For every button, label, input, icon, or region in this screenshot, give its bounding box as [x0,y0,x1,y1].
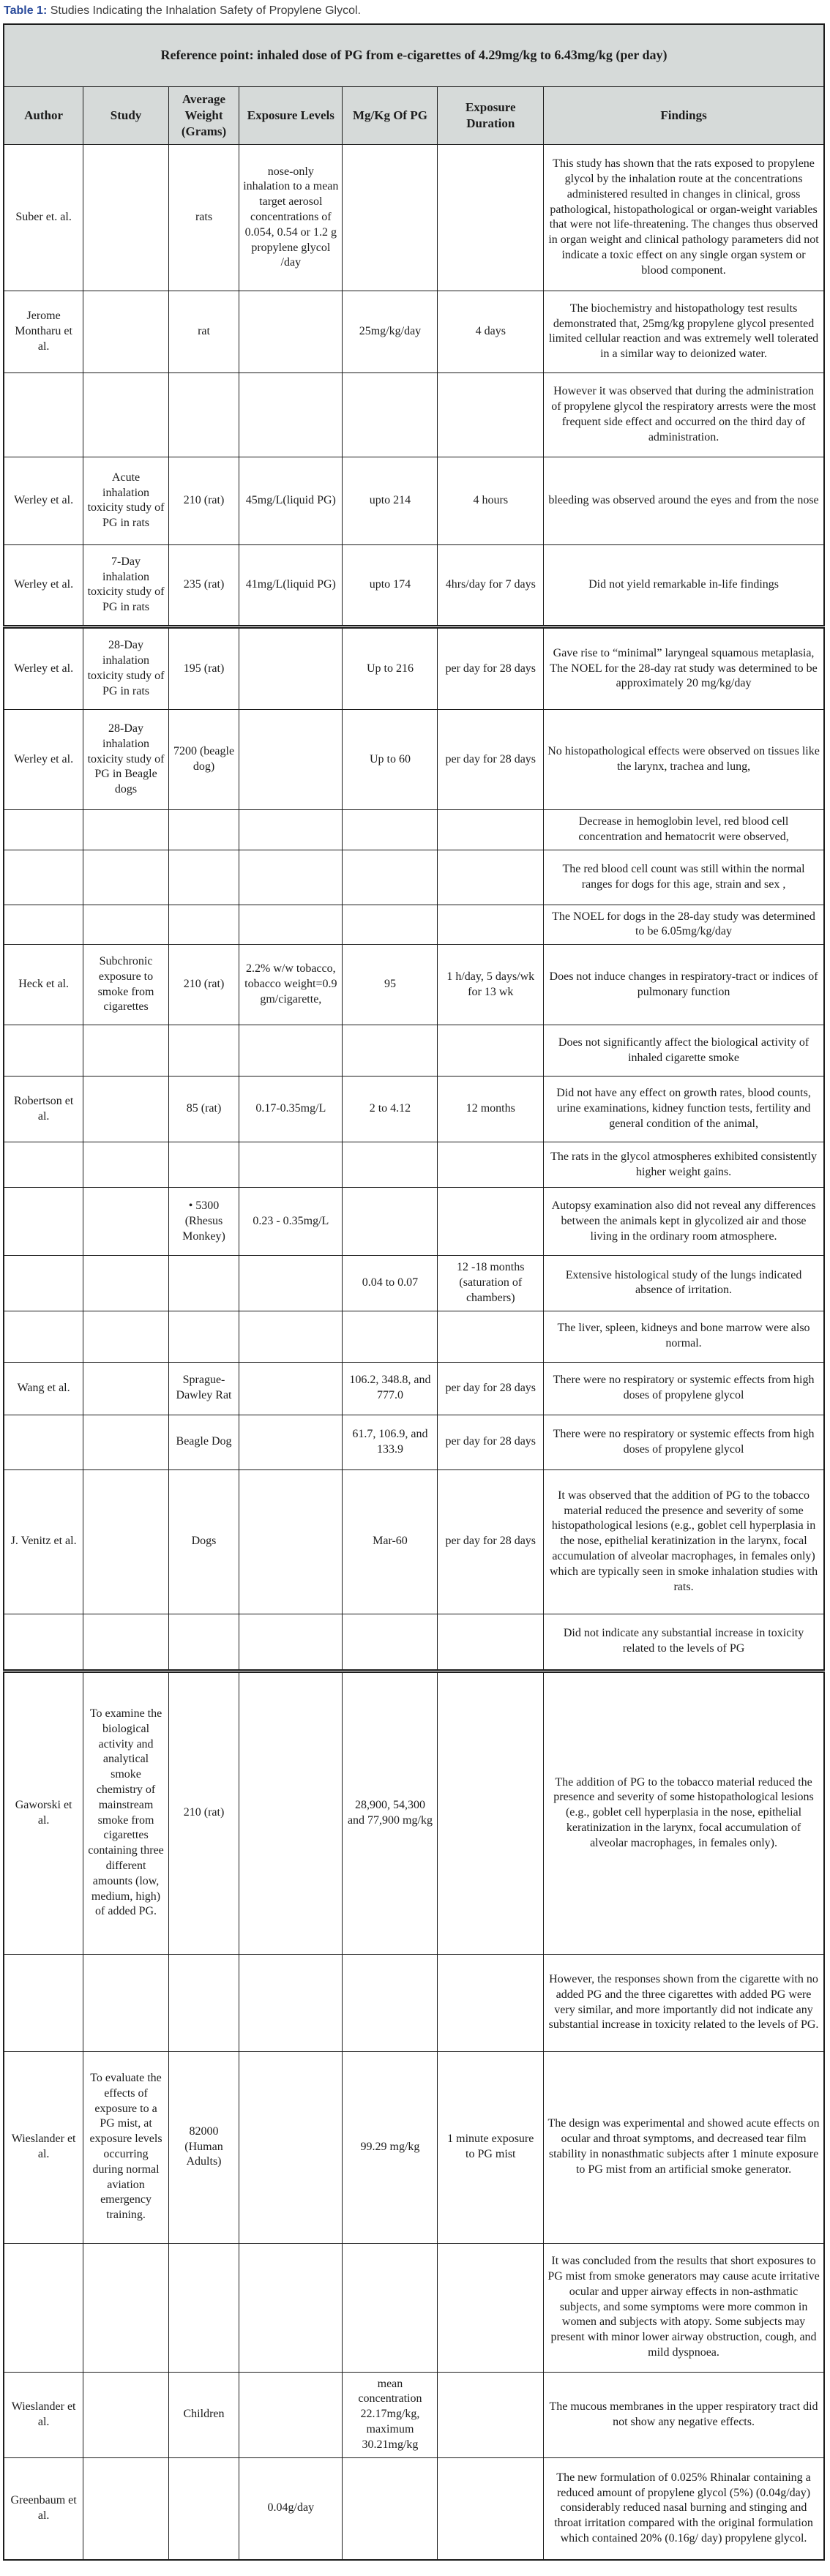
cell-study: To examine the biological activity and analytical smoke chemistry of mainstream smoke from cigarettes containing three different amounts (low, medium, high) of added PG. [83,1671,169,1954]
cell-mg-kg-of-pg [343,1142,438,1188]
cell-exposure-duration [438,905,544,945]
cell-mg-kg-of-pg: Up to 216 [343,626,438,709]
cell-study [83,2243,169,2372]
table-row [4,850,824,905]
table-row [4,1025,824,1077]
cell-exposure-levels [239,1025,343,1077]
cell-weight: Beagle Dog [168,1415,239,1469]
cell-weight: Children [168,2372,239,2457]
cell-weight: rats [168,144,239,291]
cell-exposure-levels: nose-only inhalation to a mean target aerosol concentrations of 0.054, 0.54 or 1.2 g propylene glycol /day [239,144,343,291]
column-header-exposure-duration: Exposure Duration [438,86,544,144]
cell-exposure-duration: 1 h/day, 5 days/wk for 13 wk [438,945,544,1025]
column-header-exposure-levels: Exposure Levels [239,86,343,144]
cell-study: 7-Day inhalation toxicity study of PG in rats [83,544,169,626]
cell-author [4,809,83,850]
cell-weight [168,850,239,905]
table-row [4,1188,824,1256]
cell-exposure-duration [438,1188,544,1256]
cell-study [83,1954,169,2051]
cell-author: Werley et al. [4,626,83,709]
cell-exposure-levels: 45mg/L(liquid PG) [239,457,343,544]
cell-mg-kg-of-pg: Up to 60 [343,709,438,809]
cell-author: Wang et al. [4,1362,83,1415]
cell-exposure-levels: 41mg/L(liquid PG) [239,544,343,626]
table-row [4,1415,824,1469]
cell-exposure-levels [239,850,343,905]
cell-weight [168,2243,239,2372]
cell-mg-kg-of-pg: 95 [343,945,438,1025]
cell-weight: 195 (rat) [168,626,239,709]
cell-mg-kg-of-pg [343,905,438,945]
cell-author: Werley et al. [4,709,83,809]
cell-mg-kg-of-pg: 61.7, 106.9, and 133.9 [343,1415,438,1469]
cell-author [4,1614,83,1671]
cell-mg-kg-of-pg: 106.2, 348.8, and 777.0 [343,1362,438,1415]
cell-author: Jerome Montharu et al. [4,291,83,372]
cell-findings: Did not have any effect on growth rates, blood counts, urine examinations, kidney function tests, fertility and general condition of the animal, [544,1077,824,1142]
cell-study [83,905,169,945]
cell-mg-kg-of-pg [343,2457,438,2560]
cell-findings: However, the responses shown from the cigarette with no added PG and the three cigarettes with added PG were very similar, and more importantly did not indicate any substantial increase in toxicity related to the levels of PG. [544,1954,824,2051]
cell-study [83,372,169,457]
cell-weight: • 5300 (Rhesus Monkey) [168,1188,239,1256]
cell-exposure-levels [239,709,343,809]
cell-exposure-levels [239,1614,343,1671]
cell-exposure-levels: 0.17-0.35mg/L [239,1077,343,1142]
table-row [4,1077,824,1142]
cell-findings: The biochemistry and histopathology test results demonstrated that, 25mg/kg propylene glycol presented limited cellular reaction and was extremely well tolerated in a similar way to deionized water. [544,291,824,372]
table-row [4,1614,824,1671]
cell-study: 28-Day inhalation toxicity study of PG in Beagle dogs [83,709,169,809]
cell-exposure-duration: per day for 28 days [438,1415,544,1469]
cell-weight [168,1311,239,1362]
cell-study: Subchronic exposure to smoke from cigarettes [83,945,169,1025]
cell-exposure-levels [239,1362,343,1415]
cell-exposure-levels [239,2051,343,2243]
cell-author [4,1415,83,1469]
cell-study: 28-Day inhalation toxicity study of PG in rats [83,626,169,709]
cell-exposure-duration: per day for 28 days [438,1362,544,1415]
cell-exposure-duration: per day for 28 days [438,709,544,809]
cell-study: Acute inhalation toxicity study of PG in rats [83,457,169,544]
column-header-study: Study [83,86,169,144]
table-row [4,809,824,850]
cell-exposure-levels [239,1415,343,1469]
cell-exposure-duration [438,372,544,457]
cell-author [4,850,83,905]
table-row [4,1256,824,1311]
cell-exposure-duration [438,2243,544,2372]
table-row [4,905,824,945]
cell-study [83,2372,169,2457]
cell-mg-kg-of-pg: upto 174 [343,544,438,626]
cell-exposure-duration: 4hrs/day for 7 days [438,544,544,626]
cell-exposure-duration [438,1614,544,1671]
cell-mg-kg-of-pg [343,372,438,457]
column-header-mg-kg-of-pg: Mg/Kg Of PG [343,86,438,144]
table-row [4,144,824,291]
cell-exposure-duration: per day for 28 days [438,1469,544,1614]
cell-mg-kg-of-pg: 99.29 mg/kg [343,2051,438,2243]
cell-author: Heck et al. [4,945,83,1025]
table-caption-text: Studies Indicating the Inhalation Safety of Propylene Glycol. [47,4,361,17]
cell-exposure-levels [239,291,343,372]
cell-author: Werley et al. [4,544,83,626]
cell-weight [168,809,239,850]
column-header-findings: Findings [544,86,824,144]
cell-mg-kg-of-pg [343,1025,438,1077]
pg-inhalation-safety-table [3,23,825,2561]
cell-study [83,1311,169,1362]
cell-exposure-levels [239,1256,343,1311]
cell-author [4,1311,83,1362]
cell-findings: Extensive histological study of the lungs indicated absence of irritation. [544,1256,824,1311]
cell-exposure-levels [239,1142,343,1188]
cell-exposure-duration: 4 hours [438,457,544,544]
table-row [4,2372,824,2457]
cell-findings: The red blood cell count was still within the normal ranges for dogs for this age, strain and sex , [544,850,824,905]
cell-weight: 210 (rat) [168,457,239,544]
table-row [4,709,824,809]
cell-weight [168,1142,239,1188]
cell-author: Gaworski et al. [4,1671,83,1954]
cell-exposure-levels [239,372,343,457]
cell-author: Werley et al. [4,457,83,544]
table-caption [3,2,826,23]
cell-findings: The design was experimental and showed acute effects on ocular and throat symptoms, and decreased tear film stability in nonasthmatic subjects after 1 minute exposure to PG mist from an artificial smoke generator. [544,2051,824,2243]
cell-mg-kg-of-pg: 0.04 to 0.07 [343,1256,438,1311]
cell-exposure-duration: per day for 28 days [438,626,544,709]
cell-exposure-levels [239,1311,343,1362]
table-row [4,1142,824,1188]
cell-exposure-levels [239,2243,343,2372]
cell-study [83,1256,169,1311]
table-row [4,945,824,1025]
cell-findings: Does not induce changes in respiratory-tract or indices of pulmonary function [544,945,824,1025]
cell-findings: The NOEL for dogs in the 28-day study was determined to be 6.05mg/kg/day [544,905,824,945]
cell-study [83,1469,169,1614]
cell-mg-kg-of-pg [343,1311,438,1362]
cell-exposure-duration [438,850,544,905]
cell-weight: 85 (rat) [168,1077,239,1142]
cell-exposure-levels [239,809,343,850]
cell-weight: Sprague-Dawley Rat [168,1362,239,1415]
cell-author [4,1256,83,1311]
cell-exposure-duration [438,2457,544,2560]
cell-findings: The rats in the glycol atmospheres exhibited consistently higher weight gains. [544,1142,824,1188]
table-row [4,372,824,457]
cell-exposure-duration [438,144,544,291]
cell-study [83,1415,169,1469]
cell-weight [168,372,239,457]
table-row [4,1362,824,1415]
cell-exposure-duration: 12 months [438,1077,544,1142]
cell-weight [168,905,239,945]
cell-mg-kg-of-pg: 25mg/kg/day [343,291,438,372]
cell-exposure-duration: 4 days [438,291,544,372]
cell-mg-kg-of-pg: upto 214 [343,457,438,544]
cell-mg-kg-of-pg [343,144,438,291]
cell-author [4,905,83,945]
cell-findings: There were no respiratory or systemic effects from high doses of propylene glycol [544,1362,824,1415]
cell-findings: Did not yield remarkable in-life findings [544,544,824,626]
cell-findings: Autopsy examination also did not reveal any differences between the animals kept in glycolized air and those living in the ordinary room atmosphere. [544,1188,824,1256]
table-row [4,626,824,709]
cell-exposure-levels: 0.23 - 0.35mg/L [239,1188,343,1256]
cell-mg-kg-of-pg [343,1614,438,1671]
cell-mg-kg-of-pg [343,809,438,850]
cell-author [4,1188,83,1256]
cell-findings: There were no respiratory or systemic effects from high doses of propylene glycol [544,1415,824,1469]
column-header-row [4,86,824,144]
cell-findings: Gave rise to “minimal” laryngeal squamous metaplasia, The NOEL for the 28-day rat study was determined to be approximately 20 mg/kg/day [544,626,824,709]
table-caption-label: Table 1: [4,4,48,17]
cell-exposure-levels [239,1954,343,2051]
cell-weight [168,1954,239,2051]
cell-weight: 7200 (beagle dog) [168,709,239,809]
cell-exposure-duration [438,1025,544,1077]
table-row [4,1954,824,2051]
cell-study [83,2457,169,2560]
cell-exposure-duration [438,1954,544,2051]
cell-study [83,144,169,291]
cell-findings: It was concluded from the results that short exposures to PG mist from smoke generators may cause acute irritative ocular and upper airway effects in non-asthmatic subjects, and some symptoms were more common in women and subjects with atopy. Some subjects may present with minor lower airway obstruction, cough, and mild dyspnoea. [544,2243,824,2372]
column-header-author: Author [4,86,83,144]
cell-mg-kg-of-pg [343,1188,438,1256]
cell-mg-kg-of-pg: 28,900, 54,300 and 77,900 mg/kg [343,1671,438,1954]
cell-mg-kg-of-pg [343,1954,438,2051]
cell-findings: The addition of PG to the tobacco material reduced the presence and severity of some histopathological lesions (e.g., goblet cell hyperplasia in the nose, epithelial keratinization in the larynx, focal accumulation of alveolar macrophages, in females only). [544,1671,824,1954]
cell-findings: This study has shown that the rats exposed to propylene glycol by the inhalation route at the concentrations administered resulted in changes in clinical, gross pathological, histopathological or organ-weight variables that were not life-threatening. The changes thus observed in organ weight and clinical pathology parameters did not indicate a toxic effect on any single organ system or blood component. [544,144,824,291]
cell-author [4,1025,83,1077]
cell-weight: rat [168,291,239,372]
cell-study [83,1614,169,1671]
cell-weight: 210 (rat) [168,1671,239,1954]
cell-weight [168,1025,239,1077]
cell-exposure-levels: 2.2% w/w tobacco, tobacco weight=0.9 gm/cigarette, [239,945,343,1025]
cell-study [83,1077,169,1142]
cell-study [83,1188,169,1256]
cell-study [83,291,169,372]
cell-mg-kg-of-pg: Mar-60 [343,1469,438,1614]
cell-exposure-levels [239,1469,343,1614]
cell-mg-kg-of-pg: 2 to 4.12 [343,1077,438,1142]
cell-findings: However it was observed that during the administration of propylene glycol the respiratory arrests were the most frequent side effect and occurred on the third day of administration. [544,372,824,457]
column-header-average-weight-grams: Average Weight (Grams) [168,86,239,144]
table-row [4,457,824,544]
cell-findings: The new formulation of 0.025% Rhinalar containing a reduced amount of propylene glycol (5%) (0.04g/day) considerably reduced nasal burning and stinging and throat irritation compared with the original formulation which contained 20% (0.16g/ day) propylene glycol. [544,2457,824,2560]
cell-author: Greenbaum et al. [4,2457,83,2560]
cell-author: Wieslander et al. [4,2372,83,2457]
cell-weight: 235 (rat) [168,544,239,626]
cell-findings: The mucous membranes in the upper respiratory tract did not show any negative effects. [544,2372,824,2457]
cell-exposure-levels [239,905,343,945]
table-row [4,291,824,372]
table-row [4,2051,824,2243]
cell-author [4,372,83,457]
table-row [4,2243,824,2372]
cell-weight: 210 (rat) [168,945,239,1025]
table-row [4,1671,824,1954]
cell-author: Wieslander et al. [4,2051,83,2243]
cell-exposure-duration: 1 minute exposure to PG mist [438,2051,544,2243]
cell-study: To evaluate the effects of exposure to a PG mist, at exposure levels occurring during normal aviation emergency training. [83,2051,169,2243]
cell-findings: Does not significantly affect the biological activity of inhaled cigarette smoke [544,1025,824,1077]
cell-weight: Dogs [168,1469,239,1614]
cell-study [83,809,169,850]
cell-exposure-duration [438,1671,544,1954]
cell-weight: 82000 (Human Adults) [168,2051,239,2243]
cell-weight [168,1614,239,1671]
cell-findings: bleeding was observed around the eyes and from the nose [544,457,824,544]
reference-point-row [4,24,824,86]
cell-author [4,1954,83,2051]
cell-study [83,1025,169,1077]
cell-exposure-duration: 12 -18 months (saturation of chambers) [438,1256,544,1311]
cell-author: Robertson et al. [4,1077,83,1142]
cell-findings: The liver, spleen, kidneys and bone marrow were also normal. [544,1311,824,1362]
cell-study [83,850,169,905]
cell-study [83,1142,169,1188]
cell-study [83,1362,169,1415]
table-row [4,544,824,626]
table-row [4,1469,824,1614]
cell-author [4,2243,83,2372]
cell-findings: Did not indicate any substantial increase in toxicity related to the levels of PG [544,1614,824,1671]
cell-mg-kg-of-pg [343,2243,438,2372]
cell-exposure-duration [438,1142,544,1188]
cell-exposure-levels [239,1671,343,1954]
cell-author: Suber et. al. [4,144,83,291]
cell-exposure-duration [438,1311,544,1362]
cell-exposure-duration [438,2372,544,2457]
reference-point-text: Reference point: inhaled dose of PG from e-cigarettes of 4.29mg/kg to 6.43mg/kg (per day) [4,24,824,86]
cell-mg-kg-of-pg: mean concentration 22.17mg/kg, maximum 30.21mg/kg [343,2372,438,2457]
cell-mg-kg-of-pg [343,850,438,905]
cell-weight [168,2457,239,2560]
cell-findings: Decrease in hemoglobin level, red blood cell concentration and hematocrit were observed, [544,809,824,850]
cell-findings: No histopathological effects were observed on tissues like the larynx, trachea and lung, [544,709,824,809]
table-row [4,1311,824,1362]
cell-exposure-duration [438,809,544,850]
cell-exposure-levels: 0.04g/day [239,2457,343,2560]
table-row [4,2457,824,2560]
cell-weight [168,1256,239,1311]
cell-exposure-levels [239,626,343,709]
cell-author: J. Venitz et al. [4,1469,83,1614]
cell-findings: It was observed that the addition of PG to the tobacco material reduced the presence and severity of some histopathological lesions (e.g., goblet cell hyperplasia in the nose, epithelial keratinization in the larynx, focal accumulation of alveolar macrophages, in females only) which are typically seen in smoke inhalation studies with rats. [544,1469,824,1614]
cell-author [4,1142,83,1188]
cell-exposure-levels [239,2372,343,2457]
